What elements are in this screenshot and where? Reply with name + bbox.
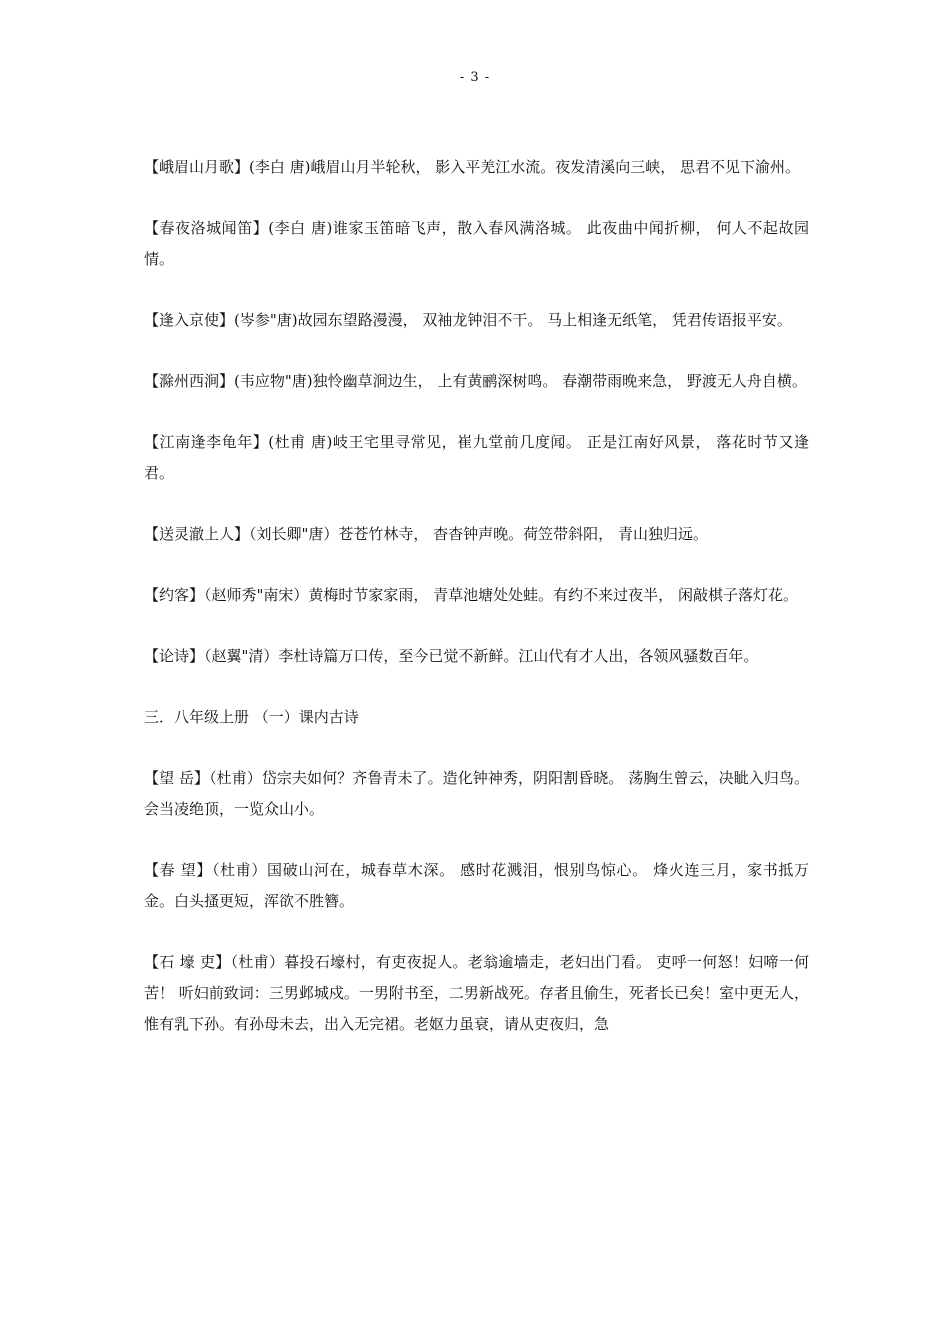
poem-title: 【春 望】 xyxy=(144,861,212,879)
poem-title: 【望 岳】 xyxy=(144,769,210,787)
poem-text: （杜甫）岱宗夫如何？齐鲁青未了。造化钟神秀，阴阳割昏晓。 荡胸生曾云，决眦入归鸟。 会当凌绝顶，一览众山小。 xyxy=(144,769,809,818)
poem-text: （杜甫）暮投石壕村，有吏夜捉人。老翁逾墙走，老妇出门看。 吏呼一何怒！妇啼一何苦！ 听妇前致词：三男邺城戍。一男附书至，二男新战死。存者且偷生，死者长已矣！室中更无人，惟有乳下孙。有孙母未去，出入无完裙。老妪力虽衰，请从吏夜归，急 xyxy=(144,953,809,1033)
poem-text: （杜甫）国破山河在，城春草木深。 感时花溅泪，恨别鸟惊心。 烽火连三月，家书抵万金。白头搔更短，浑欲不胜簪。 xyxy=(144,861,809,910)
poem-text: (李白 唐)峨眉山月半轮秋， 影入平羌江水流。夜发清溪向三峡， 思君不见下渝州。 xyxy=(249,158,801,176)
poem-text: （赵翼"清）李杜诗篇万口传，至今已觉不新鲜。江山代有才人出，各领风骚数百年。 xyxy=(204,647,759,665)
page-number: - 3 - xyxy=(459,70,491,85)
poem-title: 【春夜洛城闻笛】 xyxy=(144,219,269,237)
poem-title: 【逢入京使】 xyxy=(144,311,235,329)
poem-text: (杜甫 唐)岐王宅里寻常见，崔九堂前几度闻。 正是江南好风景， 落花时节又逢君。 xyxy=(144,433,809,482)
poem-title: 【送灵澈上人】 xyxy=(144,525,250,543)
poem-text: (韦应物"唐)独怜幽草涧边生， 上有黄鹂深树鸣。 春潮带雨晚来急， 野渡无人舟自横。 xyxy=(234,372,807,390)
poem-title: 【滁州西涧】 xyxy=(144,372,235,390)
poem-title: 【江南逢李龟年】 xyxy=(144,433,269,451)
poem-emei-shan-yue-ge xyxy=(144,152,809,183)
poem-title: 【峨眉山月歌】 xyxy=(144,158,250,176)
poem-text: （赵师秀"南宋）黄梅时节家家雨， 青草池塘处处蛙。有约不来过夜半， 闲敲棋子落灯花。 xyxy=(204,586,798,604)
poem-text: (岑参"唐)故园东望路漫漫， 双袖龙钟泪不干。 马上相逢无纸笔， 凭君传语报平安。 xyxy=(234,311,792,329)
poem-yue-ke xyxy=(144,580,809,611)
poem-wang-yue xyxy=(144,763,809,825)
poem-text: (李白 唐)谁家玉笛暗飞声，散入春风满洛城。 此夜曲中闻折柳， 何人不起故园情。 xyxy=(144,219,809,268)
poem-title: 【论诗】 xyxy=(144,647,205,665)
poem-title: 【石 壕 吏】 xyxy=(144,953,231,971)
poem-feng-ru-jing-shi xyxy=(144,305,809,336)
poem-lun-shi xyxy=(144,641,809,672)
section-heading: 三．八年级上册 （一）课内古诗 xyxy=(144,708,359,726)
poem-chun-ye-luo-cheng-wen-di xyxy=(144,213,809,275)
poem-jiang-nan-feng-li-gui-nian xyxy=(144,427,809,489)
document-body xyxy=(144,152,809,1070)
poem-chun-wang xyxy=(144,855,809,917)
poem-shi-hao-li xyxy=(144,947,809,1040)
poem-title: 【约客】 xyxy=(144,586,205,604)
poem-song-ling-che-shang-ren xyxy=(144,519,809,550)
poem-text: （刘长卿"唐）苍苍竹林寺， 杳杳钟声晚。荷笠带斜阳， 青山独归远。 xyxy=(249,525,708,543)
poem-chu-zhou-xi-jian xyxy=(144,366,809,397)
